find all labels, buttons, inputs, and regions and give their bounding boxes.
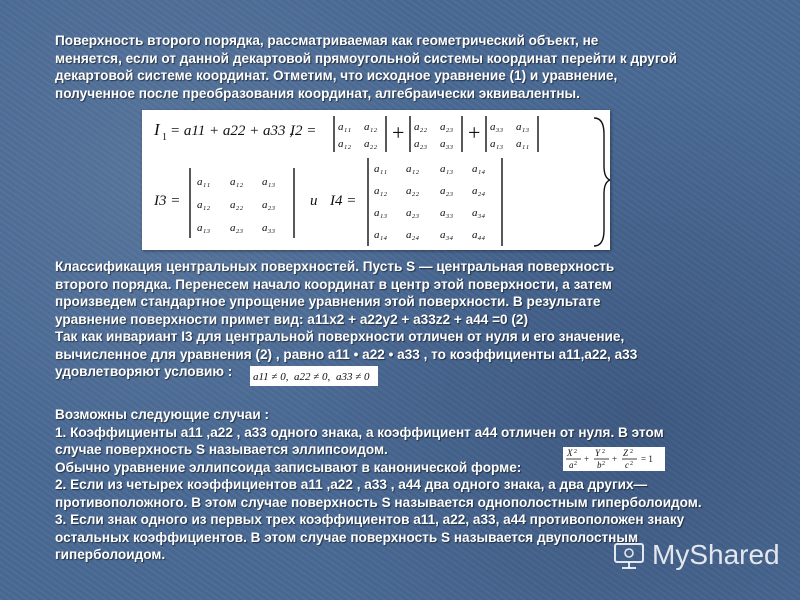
svg-text:a₁₂: a₁₂	[338, 138, 352, 150]
text-line: противоположного. В этом случае поверхность S называется однополостным гиперболоидом.	[55, 494, 702, 510]
svg-text:a₁₁: a₁₁	[374, 163, 388, 175]
cases-paragraph	[55, 406, 702, 564]
svg-text:a₁₂: a₁₂	[374, 185, 388, 197]
svg-text:+: +	[392, 120, 405, 145]
text-line: полученное после преобразования координат, алгебраически эквивалентны.	[55, 85, 580, 101]
svg-text:a₃₃: a₃₃	[490, 121, 504, 133]
text-line: вычисленное для уравнения (2) , равно a11 • a22 • a33 , то коэффициенты a11,a22, a33	[55, 346, 638, 362]
text-line: 2. Если из четырех коэффициентов a11 ,a22 , a33 , a44 два одного знака, а два других—	[55, 477, 648, 492]
eq-x: X	[567, 448, 573, 458]
i4-determinant	[368, 158, 502, 246]
svg-text:2: 2	[602, 461, 605, 467]
condition-a33: a33 ≠ 0	[336, 371, 370, 383]
text-line: второго порядка. Перенесем начало координат в центр этой поверхности, а затем	[55, 276, 612, 292]
svg-text:a₃₃: a₃₃	[440, 207, 454, 219]
text-line: гиперболоидом.	[55, 547, 166, 562]
condition-a22: a22 ≠ 0,	[294, 371, 331, 383]
svg-text:2: 2	[630, 449, 633, 455]
text-line: меняется, если от данной декартовой прямоугольной системы координат перейти к другой	[55, 50, 677, 66]
svg-text:a₁₃: a₁₃	[516, 121, 530, 133]
svg-text:a₁₄: a₁₄	[374, 229, 388, 241]
i1-subscript: 1	[162, 132, 167, 143]
svg-text:a₂₂: a₂₂	[364, 138, 378, 150]
svg-text:a₂₂: a₂₂	[406, 185, 420, 197]
svg-text:a₂₄: a₂₄	[472, 185, 486, 197]
condition-a11: a11 ≠ 0,	[253, 371, 289, 383]
svg-text:a₁₁: a₁₁	[516, 138, 530, 150]
svg-text:a₂₄: a₂₄	[406, 229, 420, 241]
svg-text:a₁₂: a₁₂	[364, 121, 378, 133]
svg-text:a₁₄: a₁₄	[472, 163, 486, 175]
svg-text:+: +	[612, 454, 618, 464]
text-line: уравнение поверхности примет вид: a11x2 + a22y2 + a33z2 + a44 =0 (2)	[55, 311, 528, 327]
text-line: Возможны следующие случаи :	[55, 407, 269, 422]
svg-text:a₁₂: a₁₂	[406, 163, 420, 175]
intro-paragraph	[55, 32, 677, 102]
svg-text:a₁₁: a₁₁	[338, 121, 352, 133]
text-line: Обычно уравнение эллипсоида записывают в канонической форме:	[55, 459, 522, 475]
i4-label: I4 =	[330, 193, 357, 209]
svg-text:a₂₃: a₂₃	[230, 222, 244, 234]
text-line: удовлетворяют условию :	[55, 364, 233, 379]
condition-formula	[250, 366, 378, 386]
text-line: произведем стандартное упрощение уравнения этой поверхности. В результате	[55, 294, 601, 309]
classification-paragraph	[55, 258, 637, 381]
svg-text:a₂₂: a₂₂	[414, 121, 428, 133]
eq-y: Y	[595, 448, 601, 458]
svg-text:a₃₃: a₃₃	[262, 222, 276, 234]
i2-label: I2 =	[290, 123, 317, 139]
i3-determinant	[190, 168, 294, 238]
eq-a: a	[569, 460, 574, 470]
svg-text:a₂₃: a₂₃	[262, 199, 276, 211]
ellipsoid-equation	[563, 447, 665, 471]
i3-label: I3 =	[154, 193, 181, 209]
svg-text:a₁₂: a₁₂	[197, 199, 211, 211]
svg-text:a₄₄: a₄₄	[472, 229, 486, 241]
eq-c: c	[625, 460, 629, 470]
svg-text:a₁₁: a₁₁	[197, 176, 211, 188]
svg-text:a₁₃: a₁₃	[374, 207, 388, 219]
text-line: случае поверхность S называется эллипсоидом.	[55, 442, 388, 457]
svg-text:a₁₂: a₁₂	[230, 176, 244, 188]
and-word: и	[310, 193, 318, 209]
watermark-logo	[612, 538, 792, 572]
text-line: Так как инвариант I3 для центральной поверхности отличен от нуля и его значение,	[55, 329, 625, 344]
text-line: остальных коэффициентов. В этом случае поверхность S называется двуполостным	[55, 529, 639, 545]
svg-text:a₂₃: a₂₃	[440, 185, 454, 197]
svg-text:a₂₃: a₂₃	[406, 207, 420, 219]
svg-text:a₁₃: a₁₃	[440, 163, 454, 175]
eq-b: b	[597, 460, 602, 470]
logo-text: MyShared	[652, 539, 780, 570]
i1-label: I	[154, 120, 160, 139]
svg-text:a₂₂: a₂₂	[230, 199, 244, 211]
svg-text:a₁₃: a₁₃	[197, 222, 211, 234]
text-line: 1. Коэффициенты a11 ,a22 , a33 одного знака, а коэффициент a44 отличен от нуля. В этом	[55, 424, 664, 440]
text-line: Поверхность второго порядка, рассматриваемая как геометрический объект, не	[55, 33, 599, 48]
eq-rhs: = 1	[641, 454, 653, 464]
svg-text:2: 2	[574, 449, 577, 455]
text-line: Классификация центральных поверхностей. Пусть S — центральная поверхность	[55, 259, 615, 274]
invariants-formula-image	[142, 110, 610, 250]
text-line: 3. Если знак одного из первых трех коэффициентов a11, a22, a33, a44 противоположен знаку	[55, 512, 685, 527]
svg-text:a₁₃: a₁₃	[262, 176, 276, 188]
svg-text:2: 2	[630, 461, 633, 467]
svg-text:a₃₄: a₃₄	[472, 207, 486, 219]
svg-text:a₂₃: a₂₃	[414, 138, 428, 150]
text-line: декартовой системе координат. Отметим, что исходное уравнение (1) и уравнение,	[55, 68, 618, 83]
i2-determinants	[334, 116, 538, 152]
svg-text:2: 2	[602, 449, 605, 455]
svg-text:a₃₃: a₃₃	[440, 138, 454, 150]
svg-text:+: +	[584, 454, 590, 464]
svg-text:+: +	[468, 120, 481, 145]
svg-text:a₂₃: a₂₃	[440, 121, 454, 133]
i1-rhs: = a11 + a22 + a33 ,	[170, 123, 294, 139]
svg-text:2: 2	[574, 461, 577, 467]
svg-text:a₃₄: a₃₄	[440, 229, 454, 241]
eq-z: Z	[623, 448, 629, 458]
svg-text:a₁₃: a₁₃	[490, 138, 504, 150]
right-brace	[594, 118, 610, 246]
logo-icon	[612, 540, 646, 570]
